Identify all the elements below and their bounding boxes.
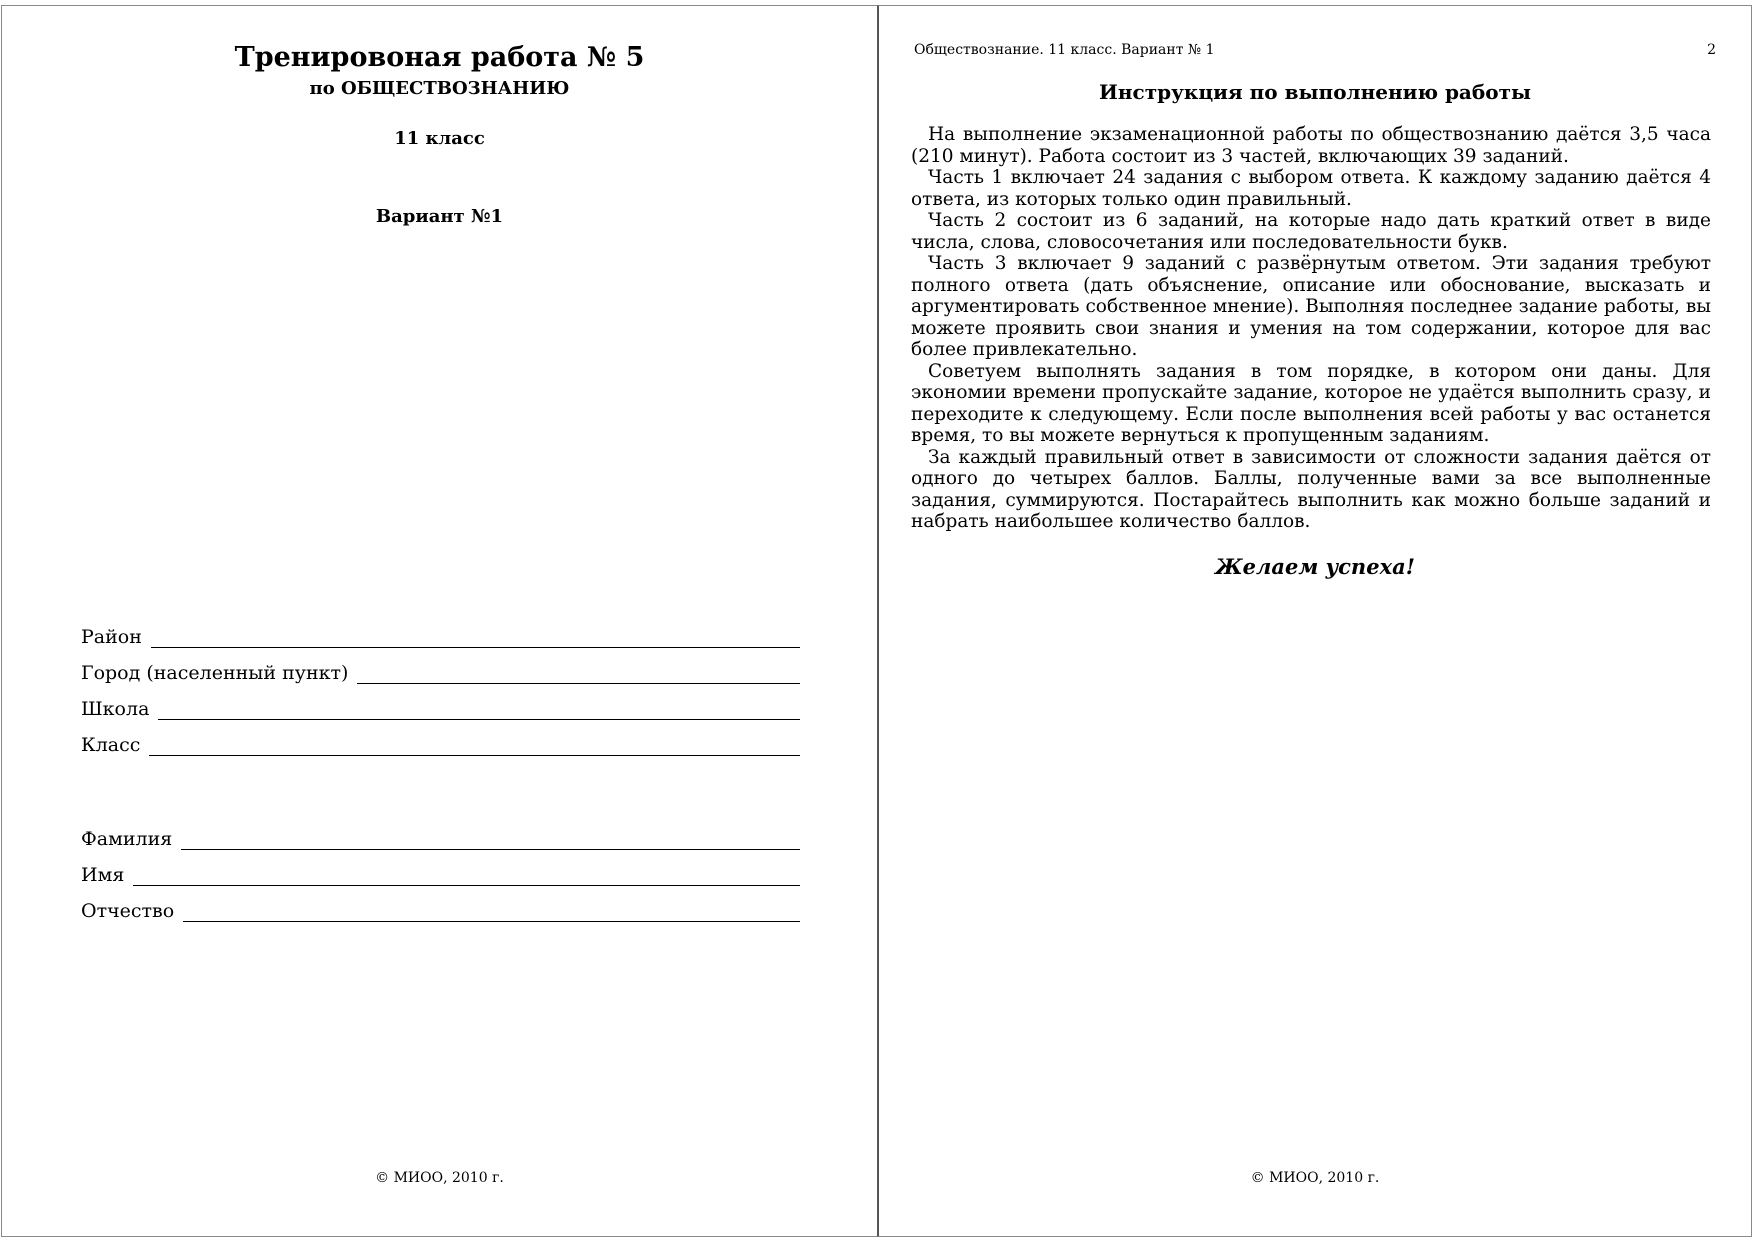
paragraph: Часть 2 состоит из 6 заданий, на которые надо дать краткий ответ в виде числа, слова, словосочетания или последовательности букв. — [911, 210, 1711, 253]
copyright-footer: © МИОО, 2010 г. — [1250, 1170, 1380, 1186]
fill-in-line[interactable] — [158, 719, 800, 720]
title-page — [1, 5, 878, 1237]
fill-in-line[interactable] — [151, 647, 800, 648]
instruction-page — [877, 5, 1752, 1237]
field-school — [81, 690, 800, 720]
field-surname — [81, 820, 800, 850]
field-label: Город (населенный пункт) — [81, 662, 349, 684]
paragraph: На выполнение экзаменационной работы по обществознанию даётся 3,5 часа (210 минут). Работа состоит из 3 частей, включающих 39 заданий. — [911, 124, 1711, 167]
field-label: Имя — [81, 864, 125, 886]
field-district — [81, 618, 800, 648]
field-label: Фамилия — [81, 828, 173, 850]
field-label: Отчество — [81, 900, 175, 922]
instruction-body — [911, 124, 1711, 533]
field-class — [81, 726, 800, 756]
closing-wish: Желаем успеха! — [1215, 554, 1415, 579]
field-patronymic — [81, 892, 800, 922]
document-title: Тренировоная работа № 5 — [234, 42, 645, 73]
fill-in-line[interactable] — [181, 849, 800, 850]
variant-line: Вариант №1 — [375, 206, 504, 227]
field-city — [81, 654, 800, 684]
fill-in-line[interactable] — [357, 683, 800, 684]
grade-line: 11 класс — [394, 128, 485, 149]
field-label: Класс — [81, 734, 141, 756]
field-name — [81, 856, 800, 886]
fill-in-line[interactable] — [133, 885, 800, 886]
running-header — [914, 42, 1716, 58]
paragraph: За каждый правильный ответ в зависимости от сложности задания даётся от одного до четырех баллов. Баллы, полученные вами за все выполненные задания, суммируются. Постарайтесь выполнить как можно больше заданий и набрать наибольшее количество баллов. — [911, 446, 1711, 532]
fill-in-line[interactable] — [149, 755, 800, 756]
copyright-footer: © МИОО, 2010 г. — [375, 1170, 504, 1186]
paragraph: Часть 3 включает 9 заданий с развёрнутым ответом. Эти задания требуют полного ответа (дать объяснение, описание или обоснование, высказать и аргументировать собственное мнение). Выполняя последнее задание работы, вы можете проявить свои знания и умения на том содержании, которое для вас более привлекательно. — [911, 253, 1711, 360]
field-label: Район — [81, 626, 142, 648]
header-subject: Обществознание. 11 класс. Вариант № 1 — [914, 42, 1215, 58]
instruction-title: Инструкция по выполнению работы — [1098, 80, 1532, 104]
field-label: Школа — [81, 698, 150, 720]
subject-line: по ОБЩЕСТВОЗНАНИЮ — [309, 78, 570, 99]
paragraph: Советуем выполнять задания в том порядке, в котором они даны. Для экономии времени пропускайте задание, которое не удаётся выполнить сразу, и переходите к следующему. Если после выполнения всей работы у вас останется время, то вы можете вернуться к пропущенным заданиям. — [911, 360, 1711, 446]
paragraph: Часть 1 включает 24 задания с выбором ответа. К каждому заданию даётся 4 ответа, из которых только один правильный. — [911, 167, 1711, 210]
page-number: 2 — [1707, 42, 1716, 58]
fill-in-line[interactable] — [183, 921, 800, 922]
